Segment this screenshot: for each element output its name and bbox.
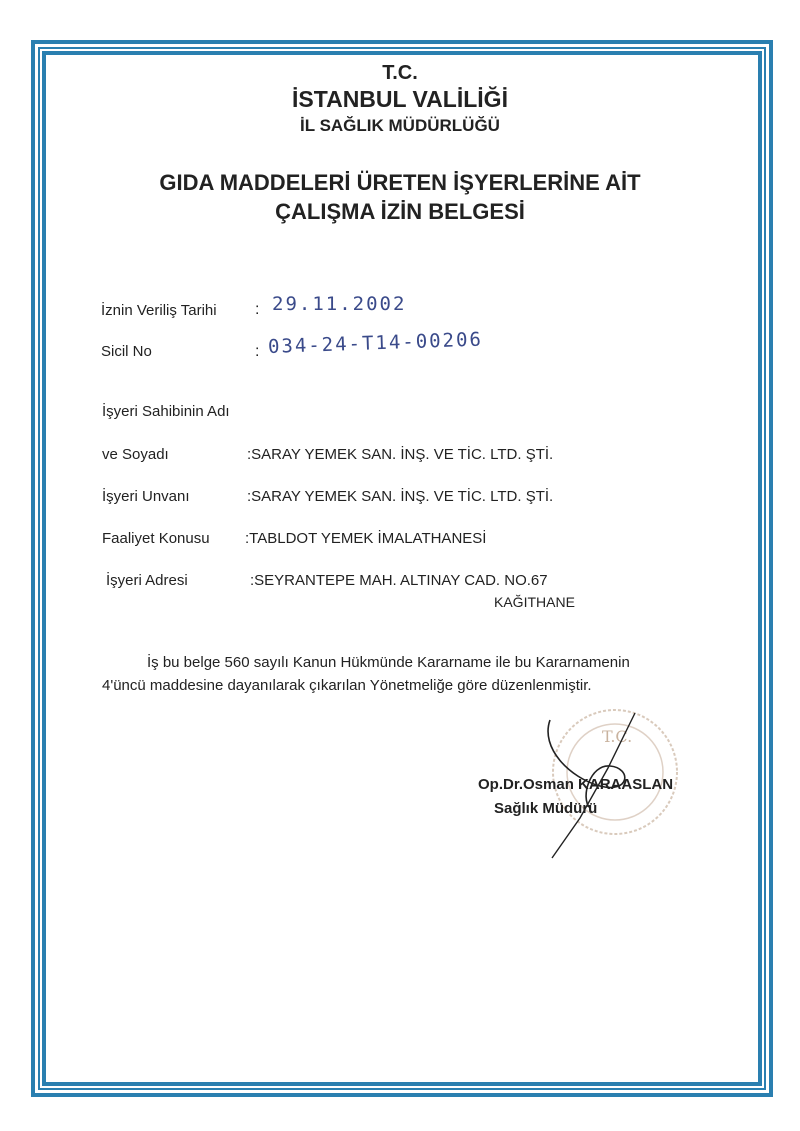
svg-text:T.C.: T.C. (602, 727, 633, 746)
registry-value: 034-24-T14-00206 (267, 328, 484, 358)
registry-label: Sicil No (101, 343, 152, 360)
issue-date-label: İznin Veriliş Tarihi (101, 302, 217, 319)
signatory-name: Op.Dr.Osman KARAASLAN (478, 776, 674, 793)
activity-value: :TABLDOT YEMEK İMALATHANESİ (245, 530, 487, 547)
statement-line2: 4'üncü maddesine dayanılarak çıkarılan Yönetmeliğe göre düzenlenmiştir. (102, 677, 592, 694)
statement-line1: İş bu belge 560 sayılı Kanun Hükmünde Kararname ile bu Kararnamenin (147, 654, 630, 671)
owner-label-line1: İşyeri Sahibinin Adı (102, 403, 230, 420)
header-mudurluk: İL SAĞLIK MÜDÜRLÜĞÜ (300, 116, 500, 135)
activity-label: Faaliyet Konusu (102, 530, 210, 547)
document-title-line1: GIDA MADDELERİ ÜRETEN İŞYERLERİNE AİT (159, 170, 641, 195)
owner-label-line2: ve Soyadı (102, 446, 169, 463)
business-title-value: :SARAY YEMEK SAN. İNŞ. VE TİC. LTD. ŞTİ. (247, 488, 554, 505)
business-title-label: İşyeri Unvanı (102, 488, 190, 505)
address-value-line2: KAĞITHANE (494, 594, 575, 610)
header-valilik: İSTANBUL VALİLİĞİ (292, 86, 508, 112)
address-label: İşyeri Adresi (106, 572, 188, 589)
signatory-title: Sağlık Müdürü (494, 800, 598, 817)
owner-value: :SARAY YEMEK SAN. İNŞ. VE TİC. LTD. ŞTİ. (247, 446, 554, 463)
header-tc: T.C. (382, 62, 418, 84)
document-title-line2: ÇALIŞMA İZİN BELGESİ (275, 199, 525, 224)
issue-date-value: 29.11.2002 (272, 293, 407, 315)
issue-date-colon: : (255, 301, 260, 318)
registry-colon: : (255, 343, 260, 360)
address-value-line1: :SEYRANTEPE MAH. ALTINAY CAD. NO.67 (250, 572, 548, 589)
